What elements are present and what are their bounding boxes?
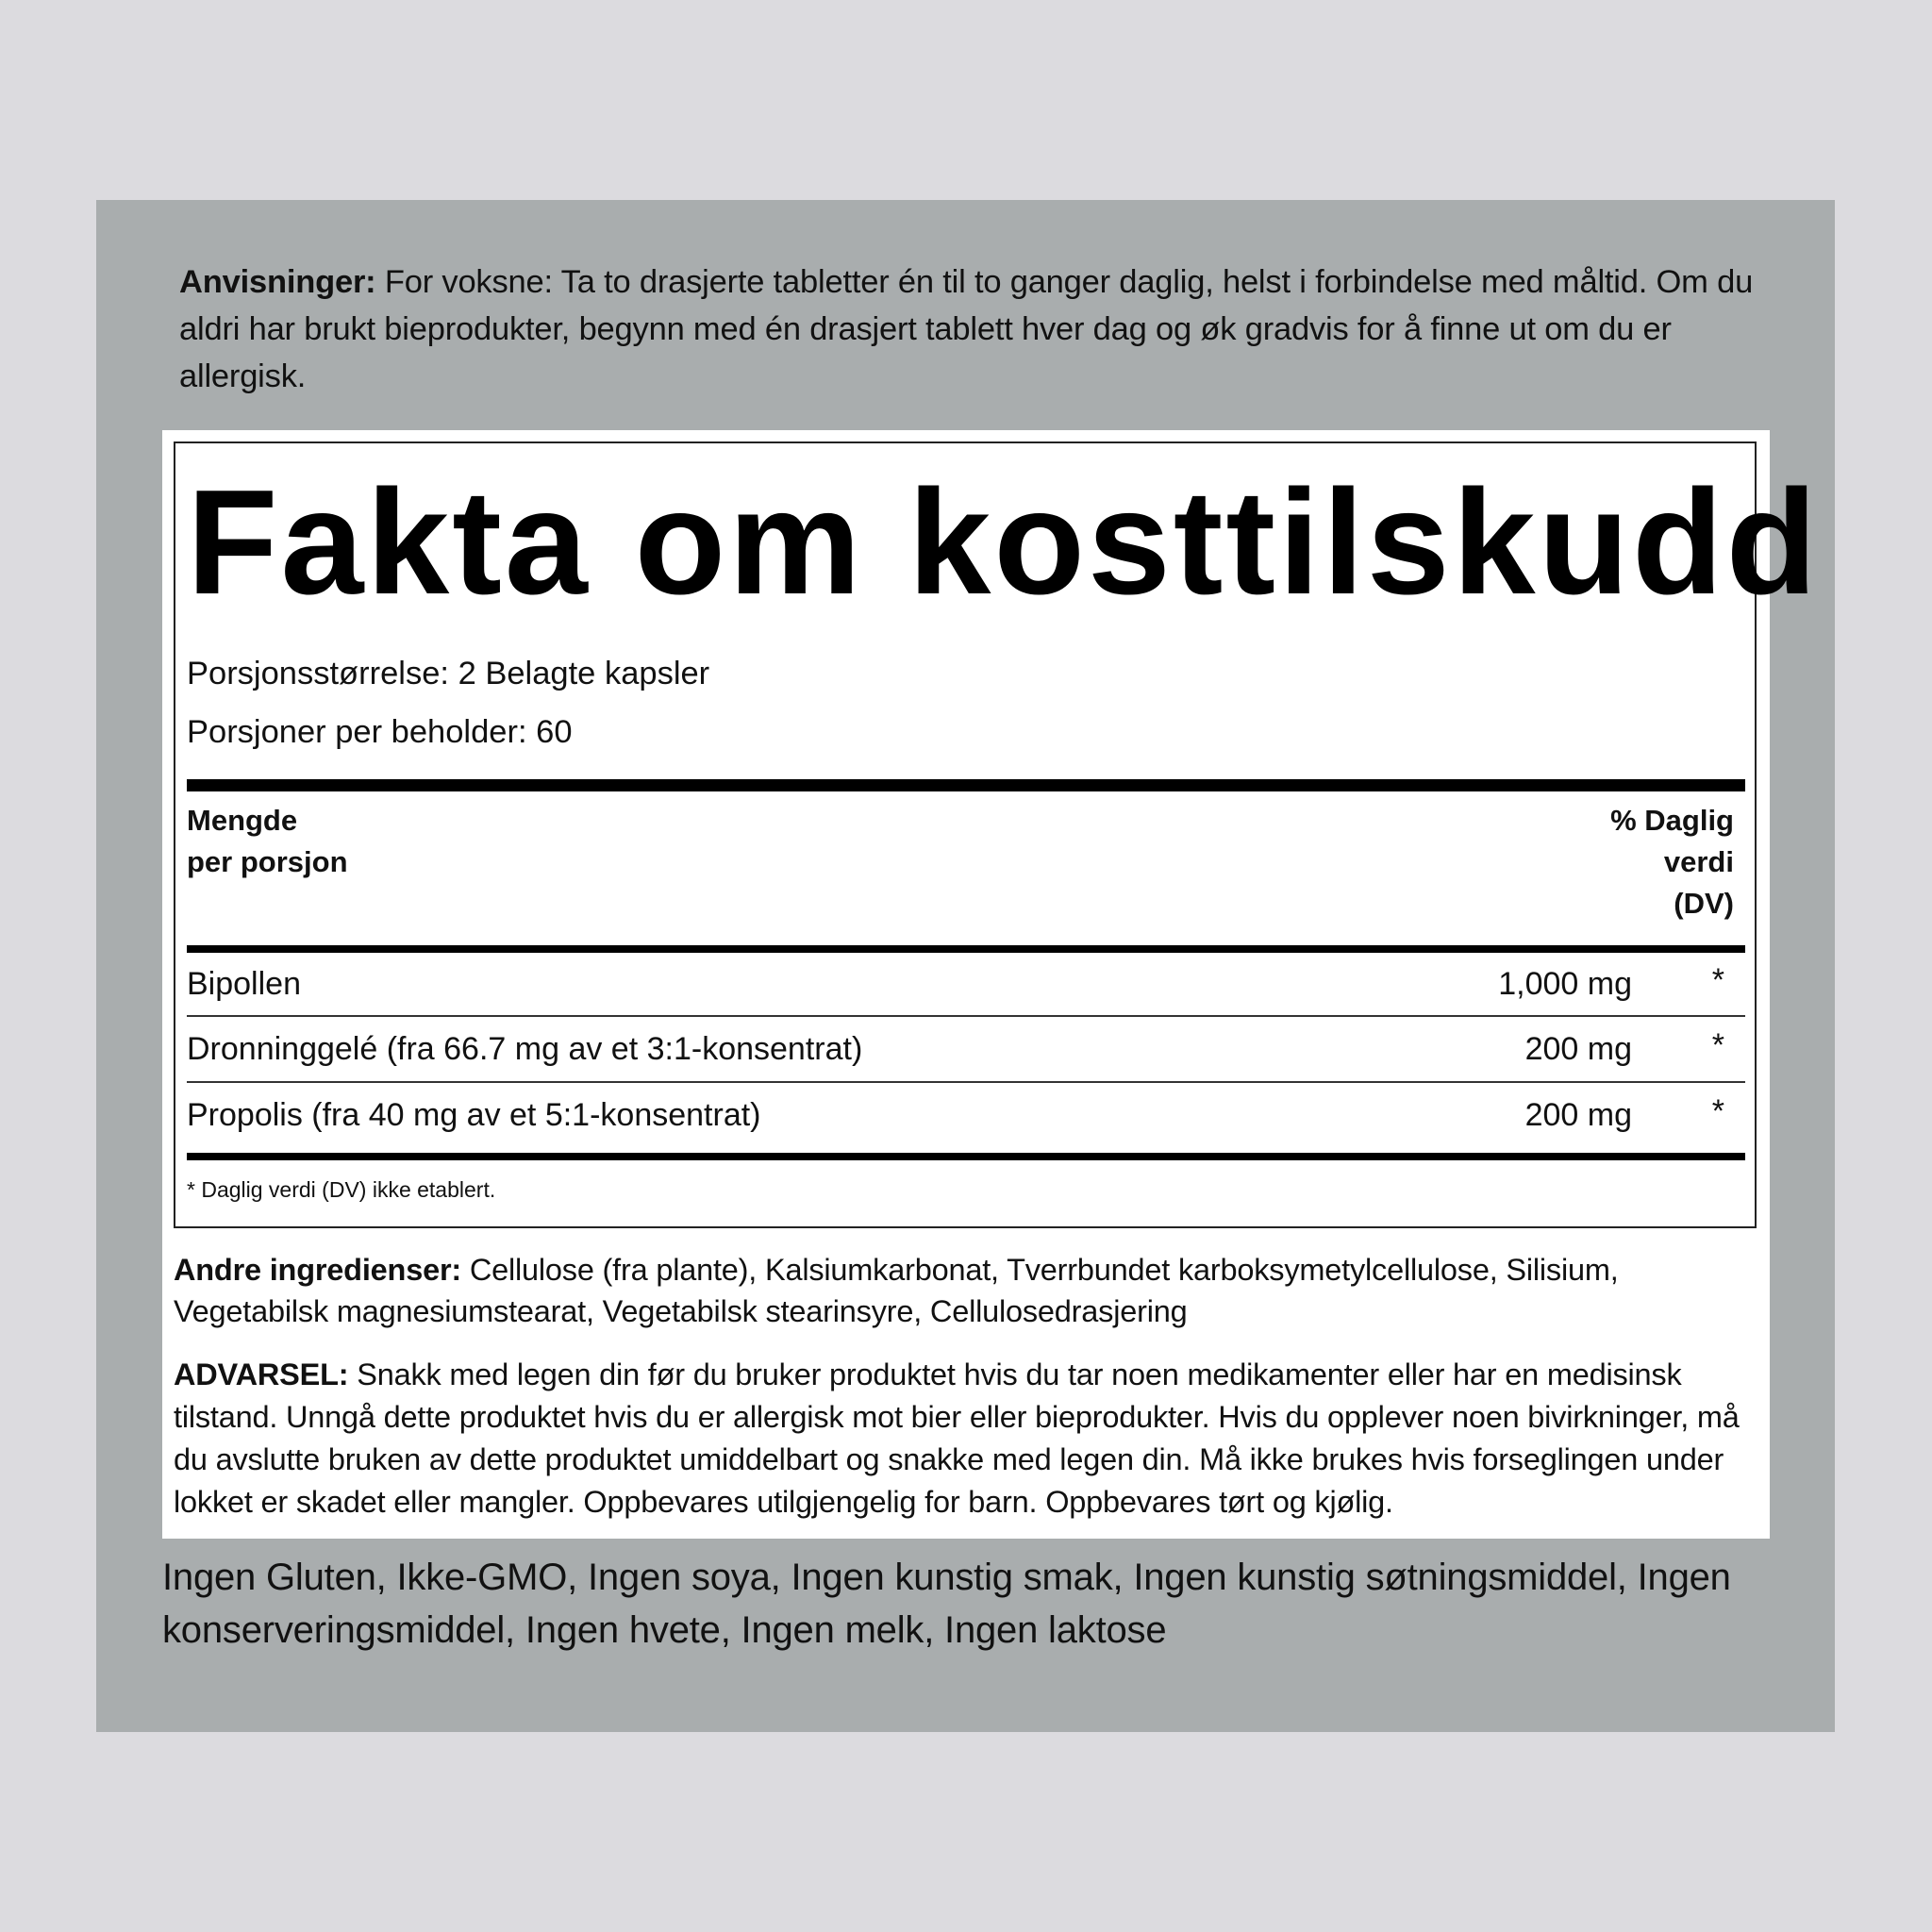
- amount-header-line1: Mengde: [187, 804, 298, 837]
- serving-size: Porsjonsstørrelse: 2 Belagte kapsler: [187, 656, 710, 691]
- amount-per-serving-header: [187, 800, 348, 883]
- daily-value-header: [1545, 800, 1734, 924]
- ingredient-name: Propolis (fra 40 mg av et 5:1-konsentrat): [187, 1097, 761, 1133]
- facts-title: Fakta om kosttilskudd: [187, 459, 1821, 625]
- other-ingredients: [174, 1249, 1758, 1332]
- mid-divider-header: [187, 945, 1745, 953]
- ingredient-name: Dronninggelé (fra 66.7 mg av et 3:1-konsentrat): [187, 1031, 863, 1067]
- ingredient-dv: *: [1711, 1093, 1724, 1129]
- ingredient-name: Bipollen: [187, 966, 301, 1002]
- directions-label: Anvisninger:: [179, 264, 376, 300]
- ingredient-dv: *: [1711, 1027, 1724, 1063]
- thick-divider-top: [187, 779, 1745, 791]
- directions-body: For voksne: Ta to drasjerte tabletter én til to ganger daglig, helst i forbindelse med måltid. Om du aldri har brukt bieprodukter, begynn med én drasjert tablett hver dag og øk gradvis for å finne ut om du er allergisk.: [179, 264, 1754, 394]
- dv-header-line3: (DV): [1674, 887, 1734, 920]
- servings-per-container: Porsjoner per beholder: 60: [187, 714, 573, 750]
- mid-divider-bottom: [187, 1153, 1745, 1160]
- ingredient-amount: 200 mg: [1524, 1031, 1632, 1067]
- directions-text: [179, 258, 1764, 400]
- free-from-statement: Ingen Gluten, Ikke-GMO, Ingen soya, Ingen kunstig smak, Ingen kunstig søtningsmiddel, Ingen konserveringsmiddel, Ingen hvete, Ingen melk, Ingen laktose: [162, 1557, 1731, 1651]
- ingredient-amount: 1,000 mg: [1498, 966, 1632, 1002]
- dv-header-line2: verdi: [1663, 845, 1734, 878]
- ingredient-dv: *: [1711, 962, 1724, 998]
- table-row: [187, 1089, 1745, 1141]
- amount-header-line2: per porsjon: [187, 845, 348, 878]
- warning-label: ADVARSEL:: [174, 1357, 349, 1391]
- dv-header-line1: % Daglig: [1610, 804, 1734, 837]
- row-divider: [187, 1015, 1745, 1017]
- ingredient-amount: 200 mg: [1524, 1097, 1632, 1133]
- dv-footnote: * Daglig verdi (DV) ikke etablert.: [187, 1177, 496, 1202]
- other-ingredients-label: Andre ingredienser:: [174, 1253, 462, 1287]
- supplement-label-area: [162, 430, 1821, 1539]
- label-panel: [96, 200, 1835, 1732]
- supplement-facts-box: [174, 441, 1821, 1228]
- row-divider: [187, 1081, 1745, 1083]
- warning-text: [174, 1354, 1763, 1524]
- warning-body: Snakk med legen din før du bruker produktet hvis du tar noen medikamenter eller har en medisinsk tilstand. Unngå dette produktet hvis du er allergisk mot bier eller bieprodukter. Hvis du opplever noen bivirkninger, må du avslutte bruken av dette produktet umiddelbart og snakke med legen din. Må ikke brukes hvis forseglingen under lokket er skadet eller mangler. Oppbevares utilgjengelig for barn. Oppbevares tørt og kjølig.: [174, 1357, 1740, 1519]
- other-ingredients-body: Cellulose (fra plante), Kalsiumkarbonat, Tverrbundet karboksymetylcellulose, Silisium, Vegetabilsk magnesiumstearat, Vegetabilsk stearinsyre, Cellulosedrasjering: [174, 1253, 1619, 1328]
- table-row: [187, 958, 1745, 1010]
- table-row: [187, 1023, 1745, 1075]
